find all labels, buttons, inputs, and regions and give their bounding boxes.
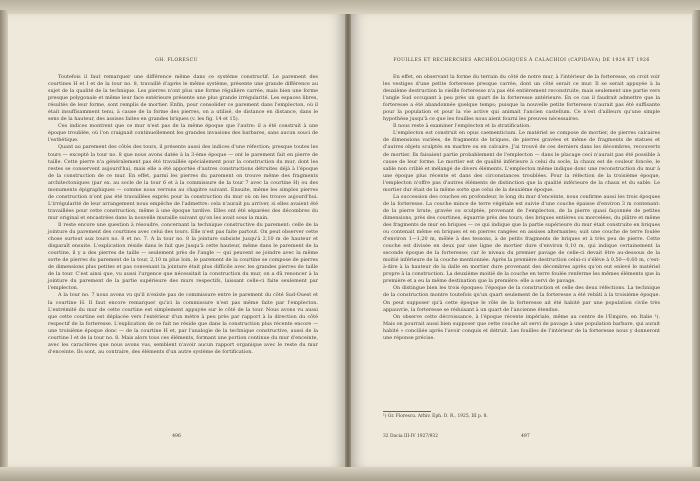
paragraph: Quant au parement des côtés des tours, il présente aussi des indices d'une réfection; presque toutes les tours — excepté la tour no. 8 que nous avons datée à la 3-ème époque — ont le parement fait en pierre de taille. Cette pierre n'a généralement pas été travaillée spécialement pour la construction du mur, dont les restes se conservent aujourd'hui, mais elle a été apportée d'autres constructions détruites déjà à l'époque de la construction de ce mur. En effet, parmi les pierres du parement on trouve même des fragments architectoniques (par ex. au socle de la tour 6 et à la commissure de la tour 7 avec la courtine H) ou des monuments épigraphiques — comme nous verrons au chapitre suivant. Ensuite, même les simples pierres de construction n'ont pas été travaillées exprès pour la construction du mur où on les trouve aujourd'hui. L'irrégularité de leur arrangement nous empêche de l'admettre: cela n'aurait pu arriver, si elles avaient été travaillées pour cette construction, même à une époque tardive. Elles ont été séparées des décombres du mur original et encastrées dans la nouvelle muraille suivant qu'on les avait sous la main.: [48, 144, 318, 221]
page-number-right: 497: [521, 434, 530, 439]
right-page: [351, 14, 692, 467]
scan-top-edge: [0, 0, 700, 14]
signature-line: 32 Dacia III-IV 1927/932: [383, 434, 439, 439]
paragraph: En effet, en observant la forme du terrain du côté de notre mur, à l'intérieur de la forteresse, on croit voir les vestiges d'une petite forteresse presque carrée, dont un côté serait ce mur. Il se serait appuyée à la deuxième destruction la vieille forteresse n'a pas été entièrement reconstruite, mais seulement une partie vers l'angle Sud occupant à peu près un quart de la forteresse antérieure. En ce cas il faudrait admettre que la forteresse a été abandonnée quelque temps; puisque la nouvelle petite forteresse n'aurait pas été suffisante pour la population et pour la vie active qui animait l'ancien castellum. Ce n'est d'ailleurs qu'une simple hypothèse jusqu'à ce que les fouilles nous aient fourni les preuves nécessaires.: [383, 74, 660, 123]
paragraph: L'emplecton est construit en opus caementicium. Le matériel se compose de mortier, de pierres calcaires de dimensions variées, de fragments de briques, de pierres gravées et même de fragments de statues et d'autres objets sculptés en marbre ou en calcaire. J'ai trouvé de ces derniers dans les décombres, recouverts de mortier. Ils faisaient partie probablement de l'emplecton — dans le placage ceci n'aurait pas été possible à cause de leur forme. Le mortier est de qualité inférieure à celui du socle, la chaux est de couleur foncée, le sable non criblé et mélangé de divers éléments. L'emplecton même indique donc une reconstruction du mur à une époque plus récente et dans des circonstances troublées. Pour la réfection de la troisième époque, l'emplecton n'offre pas d'autres éléments de distinction que la qualité inférieure de la chaux et du sable. Le mortier dur était de la même sorte que celui de la deuxième époque.: [383, 130, 660, 193]
page-number-left: 496: [172, 434, 181, 439]
paragraph: Ces indices montrent que ce mur n'est pas de la même époque que l'autre: il a été construit à une époque troublée, où l'on craignait continuellement les grandes invasions des barbares, sans aucun souci de l'esthétique.: [48, 123, 318, 144]
paragraph: Il nous reste à examiner l'emplecton et la stratification.: [393, 123, 531, 130]
left-page: [8, 14, 345, 467]
paragraph: On observe cette décroissance, à l'époque récente impériale, même au centre de l'Empire, en Italie ¹). Mais on pourrait aussi bien supposer que cette couche ait servi de pavage à une population barbare, qui aurait habité » conciliée après l'avoir conquis et détruit. Les fouilles de l'intérieur de la forteresse nous y donneront une réponse précise.: [383, 313, 660, 341]
paragraph: La succession des couches en profondeur, le long du mur d'enceinte, nous confirme aussi les trois époques de la forteresse. La couche mince de terre végétale est suivie d'une couche épaisse d'environ 3 m contenant: de la pierre brute, gravée ou sculptée, provenant de l'emplecton, de la pierre quasi façonnée de petites dimensions, près des courtines, équarrie près des tours, des briques entières ou morcelées, du plâtre et même des fragments de mur en briques — ce qui indique que la partie supérieure du mur était construite en briques ou contenait même en briques et en pierres rangées en assises alternantes; suit une couche de terre foulée d'environ 1—1,20 m, mêlée à des tessons, à de petits fragments de briques et à très peu de pierre. Cette couche est divisée en deux par une ligne de mortier dure d'environ 0,10 m, qui indique certainement la seconde époque de la forteresse; car le niveau du premier pavage de celle-ci devait être au-dessous de la moitié inférieure de la couche mentionnée. Après la première destruction celui-ci s'élève à 0,50—0,60 m, c'est-à-dire à la hauteur de la dalle en mortier dure provenant des décombres après qu'on eut enlevé le matériel propre à la construction. La deuxième moitié de la couche en terre foulée renferme les mêmes éléments que la première et a eu la même destination que la première: elle a servi de pavage.: [383, 193, 660, 285]
paragraph: On distingue bien les trois époques: l'époque de la construction et celle des deux réfections. La technique de la construction montre toutefois qu'un quart seulement de la forteresse a été rebâti à la troisième époque. On peut supposer qu'à cette époque le rôle de la forteresse ait été habité par une population civile très appauvrie, la forteresse se réduisant à un quart de l'ancienne étendue.: [383, 285, 660, 313]
footnote-rule: [383, 411, 431, 412]
left-page-edges: [0, 10, 8, 471]
running-header-right: FOUILLES ET RECHERCHES ARCHÉOLOGIQUES À CALACHIOI (CAPIDAVA) DE 1924 ET 1926: [393, 58, 650, 63]
footnote: ¹) Gr. Florescu. Arhiv. Eph. D. R., 1925, III p. 8.: [383, 414, 488, 419]
right-page-body: [383, 74, 660, 342]
paragraph: A la tour no. 7 nous avons vu qu'il n'existe pas de commissure entre le parement du côté Sud-Ouest et la courtine H. Il faut encore remarquer qu'ici la commissure n'est pas même faite par l'emplecton. L'extrémité du mur de cette courtine est simplement appuyée sur le côté de la tour. Nous avons vu aussi que cette courtine est déplacée vers l'extérieur d'un mètre à peu près par rapport à la direction du côté respectif de la forteresse. L'explication de ce fait ne réside que dans la construction plus récente encore — une troisième époque donc — de la courtine H et, par l'analogie de la technique constructive, aussi de la courtine I et de la tour no. 8. Mais alors tous ces éléments, formant une portion continue du mur d'enceinte, avec les caractères que nous avons vus, semblent n'avoir aucun rapport organique avec le reste du mur d'enceinte. Ils sont, au contraire, des éléments d'un autre système de fortification.: [48, 292, 318, 355]
left-page-body: [48, 74, 318, 356]
paragraph: Il reste encore une question à résoudre, concernant la technique constructive du parement: celle de la jointure du parement des courtines avec celui des tours. Elle n'est pas faite partout. On peut observer cette chose surtout aux tours no. 8 et no. 7. A la tour no. 8 la jointure subsiste jusqu'à 2,10 m de hauteur et disparaît ensuite. L'explication réside dans le fait que jusqu'à cette hauteur, même dans le parement de la courtine, il y a des pierres de taille — seulement près de l'angle — qui peuvent se joindre avec la même sorte de pierres du parement de la tour, 2,10 m plus loin, le parement de la courtine se compose de pierres de dimensions plus petites et pas convenant la jointure était plus difficile avec les grandes pierres de taille de la tour. C'est ainsi que, vu aussi l'urgence que nécessitait la construction du mur, on a dû renoncer à la jointure du parement de la partie supérieure des murs respectifs, laissant celle-ci faite seulement par l'emplecton.: [48, 221, 318, 292]
right-page-edges: [692, 10, 700, 471]
scan-bottom-edge: [0, 467, 700, 481]
paragraph: Toutefois il faut remarquer une différence même dans ce système constructif. Le parement des courtines H et I et de la tour no. 8, travaillé d'après le même système, présente une grande différence au sujet de la qualité de la technique. Les pierres n'ont plus une forme régulière carrée, mais bien une forme presque polygonale et même leur face extérieure présente une plus grande irrégularité. Les espaces libres, résultés de leur forme, sont remplis de mortier. Enfin, pour consolider ce parement dans l'emplecton, où il était insuffisamment tenu, à cause de la forme des pierres, on a utilisé, de distance en distance, dans le sens de la hauteur, des assises faites en grandes briques (v. les fig. 14 et 15).: [48, 74, 318, 123]
running-header-left: GH. FLORESCU: [155, 58, 198, 63]
